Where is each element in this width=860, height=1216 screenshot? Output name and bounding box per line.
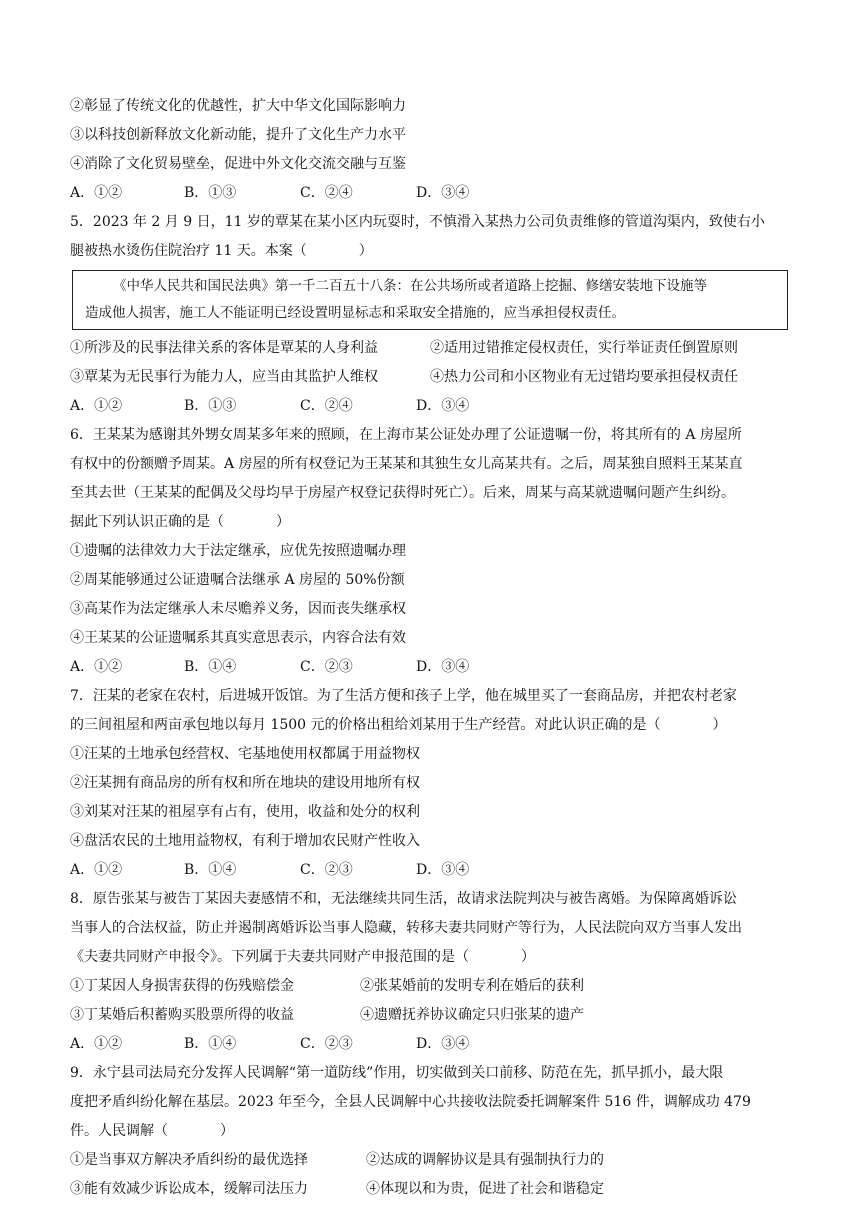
q5-stem-close: ） — [358, 243, 373, 259]
question-6 — [70, 421, 794, 682]
q5-answer-b: B．①③ — [184, 398, 237, 414]
q7-answers — [70, 856, 794, 885]
q4-answer-c: C．②④ — [300, 185, 353, 201]
q9-stem-line-2: 度把矛盾纠纷化解在基层。2023 年至今，全县人民调解中心共接收法院委托调解案件 516 件，调解成功 479 — [70, 1094, 751, 1110]
q7-option-2: ②汪某拥有商品房的所有权和所在地块的建设用地所有权 — [70, 775, 420, 791]
q8-option-4: ④遗赠抚养协议确定只归张某的遗产 — [360, 1007, 584, 1023]
q4-answer-b: B．①③ — [184, 185, 237, 201]
q5-answer-d: D．③④ — [416, 398, 470, 414]
q9-option-3: ③能有效减少诉讼成本，缓解司法压力 — [70, 1181, 308, 1197]
q5-answers — [70, 392, 794, 421]
q8-stem-line-2: 当事人的合法权益，防止并遏制离婚诉讼当事人隐藏，转移夫妻共同财产等行为，人民法院向双方当事人发出 — [70, 920, 742, 936]
q8-stem-line-1: 8．原告张某与被告丁某因夫妻感情不和，无法继续共同生活，故请求法院判决与被告离婚。为保障离婚诉讼 — [70, 891, 737, 907]
q5-stem-line-1: 5．2023 年 2 月 9 日，11 岁的覃某在某小区内玩耍时，不慎滑入某热力公司负责维修的管道沟渠内，致使右小 — [70, 214, 765, 230]
q7-option-1: ①汪某的土地承包经营权、宅基地使用权都属于用益物权 — [70, 746, 420, 762]
q9-option-4: ④体现以和为贵，促进了社会和谐稳定 — [366, 1181, 604, 1197]
q6-answers — [70, 653, 794, 682]
q4-answer-d: D．③④ — [416, 185, 470, 201]
q8-options-row-2 — [70, 1001, 794, 1030]
q5-options-row-2 — [70, 363, 794, 392]
q8-option-3: ③丁某婚后积蓄购买股票所得的收益 — [70, 1007, 294, 1023]
q4-option-4: ④消除了文化贸易壁垒，促进中外文化交流交融与互鉴 — [70, 156, 406, 172]
q7-stem-line-1: 7．汪某的老家在农村，后进城开饭馆。为了生活方便和孩子上学，他在城里买了一套商品房，并把农村老家 — [70, 688, 737, 704]
q6-stem-line-2: 有权中的份额赠予周某。A 房屋的所有权登记为王某某和其独生女儿高某共有。之后，周某独自照料王某某直 — [70, 456, 743, 472]
civil-code-quote-line-2: 造成他人损害，施工人不能证明已经设置明显标志和采取安全措施的，应当承担侵权责任。 — [85, 305, 625, 321]
q6-answer-a: A．①② — [70, 659, 123, 675]
q6-stem-line-3: 至其去世（王某某的配偶及父母均早于房屋产权登记获得时死亡）。后来，周某与高某就遗嘱问题产生纠纷。 — [70, 485, 735, 501]
q9-option-2: ②达成的调解协议是具有强制执行力的 — [366, 1152, 604, 1168]
q5-stem-text: 腿被热水烫伤住院治疗 11 天。本案（ — [70, 243, 307, 259]
civil-code-quote-box — [72, 270, 788, 330]
q6-option-2: ②周某能够通过公证遗嘱合法继承 A 房屋的 50%份额 — [70, 572, 405, 588]
q5-option-4: ④热力公司和小区物业有无过错均要承担侵权责任 — [430, 369, 738, 385]
q7-answer-c: C．②③ — [300, 862, 353, 878]
q9-stem-line-1: 9．永宁县司法局充分发挥人民调解“第一道防线”作用，切实做到关口前移、防范在先，抓早抓小，最大限 — [70, 1065, 724, 1081]
q8-options-row-1 — [70, 972, 794, 1001]
q7-answer-b: B．①④ — [184, 862, 237, 878]
q5-answer-a: A．①② — [70, 398, 123, 414]
q8-answer-c: C．②③ — [300, 1036, 353, 1052]
q6-option-1: ①遗嘱的法律效力大于法定继承，应优先按照遗嘱办理 — [70, 543, 406, 559]
question-5 — [70, 208, 794, 421]
q7-option-3: ③刘某对汪某的祖屋享有占有，使用，收益和处分的权利 — [70, 804, 420, 820]
q8-answer-d: D．③④ — [416, 1036, 470, 1052]
question-7 — [70, 682, 794, 885]
q4-answer-a: A．①② — [70, 185, 123, 201]
q8-option-2: ②张某婚前的发明专利在婚后的获利 — [360, 978, 584, 994]
q5-answer-c: C．②④ — [300, 398, 353, 414]
exam-content — [70, 92, 794, 1204]
q7-stem-text: 的三间祖屋和两亩承包地以每月 1500 元的价格出租给刘某用于生产经营。对此认识正确的是（ — [70, 717, 661, 733]
q7-answer-a: A．①② — [70, 862, 123, 878]
q6-answer-d: D．③④ — [416, 659, 470, 675]
q5-option-3: ③覃某为无民事行为能力人，应当由其监护人维权 — [70, 369, 378, 385]
q6-option-4: ④王某某的公证遗嘱系其真实意思表示，内容合法有效 — [70, 630, 406, 646]
q9-stem-close: ） — [220, 1123, 234, 1139]
q7-answer-d: D．③④ — [416, 862, 470, 878]
q9-stem-line-3 — [70, 1117, 794, 1146]
q6-stem-line-1: 6．王某某为感谢其外甥女周某多年来的照顾，在上海市某公证处办理了公证遗嘱一份，将其所有的 A 房屋所 — [70, 427, 742, 443]
q8-option-1: ①丁某因人身损害获得的伤残赔偿金 — [70, 978, 294, 994]
q5-options-row-1 — [70, 334, 794, 363]
q7-stem-line-2 — [70, 711, 794, 740]
q5-option-1: ①所涉及的民事法律关系的客体是覃某的人身利益 — [70, 340, 378, 356]
q5-option-2: ②适用过错推定侵权责任，实行举证责任倒置原则 — [430, 340, 738, 356]
civil-code-quote-line-1: 《中华人民共和国民法典》第一千二百五十八条：在公共场所或者道路上挖掘、修缮安装地下设施等 — [113, 278, 707, 294]
q8-stem-line-3 — [70, 943, 794, 972]
q9-stem-text: 件。人民调解（ — [70, 1123, 168, 1139]
q7-stem-close: ） — [712, 717, 727, 733]
q4-option-3: ③以科技创新释放文化新动能，提升了文化生产力水平 — [70, 127, 406, 143]
q6-option-3: ③高某作为法定继承人未尽赡养义务，因而丧失继承权 — [70, 601, 406, 617]
q6-stem-close: ） — [276, 514, 290, 530]
q6-stem-line-4 — [70, 508, 794, 537]
q8-stem-close: ） — [521, 949, 535, 965]
q4-option-2: ②彰显了传统文化的优越性，扩大中华文化国际影响力 — [70, 98, 406, 114]
q9-options-row-2 — [70, 1175, 794, 1204]
q8-answer-a: A．①② — [70, 1036, 123, 1052]
q6-answer-b: B．①④ — [184, 659, 237, 675]
q5-stem-line-2 — [70, 237, 794, 266]
question-8 — [70, 885, 794, 1059]
q6-stem-text: 据此下列认识正确的是（ — [70, 514, 224, 530]
q8-answer-b: B．①④ — [184, 1036, 237, 1052]
question-9 — [70, 1059, 794, 1204]
q9-options-row-1 — [70, 1146, 794, 1175]
q8-answers — [70, 1030, 794, 1059]
question-4 — [70, 92, 794, 208]
q6-answer-c: C．②③ — [300, 659, 353, 675]
q9-option-1: ①是当事双方解决矛盾纠纷的最优选择 — [70, 1152, 308, 1168]
q8-stem-text: 《夫妻共同财产申报令》。下列属于夫妻共同财产申报范围的是（ — [70, 949, 469, 965]
q4-answers — [70, 179, 794, 208]
q7-option-4: ④盘活农民的土地用益物权，有利于增加农民财产性收入 — [70, 833, 420, 849]
